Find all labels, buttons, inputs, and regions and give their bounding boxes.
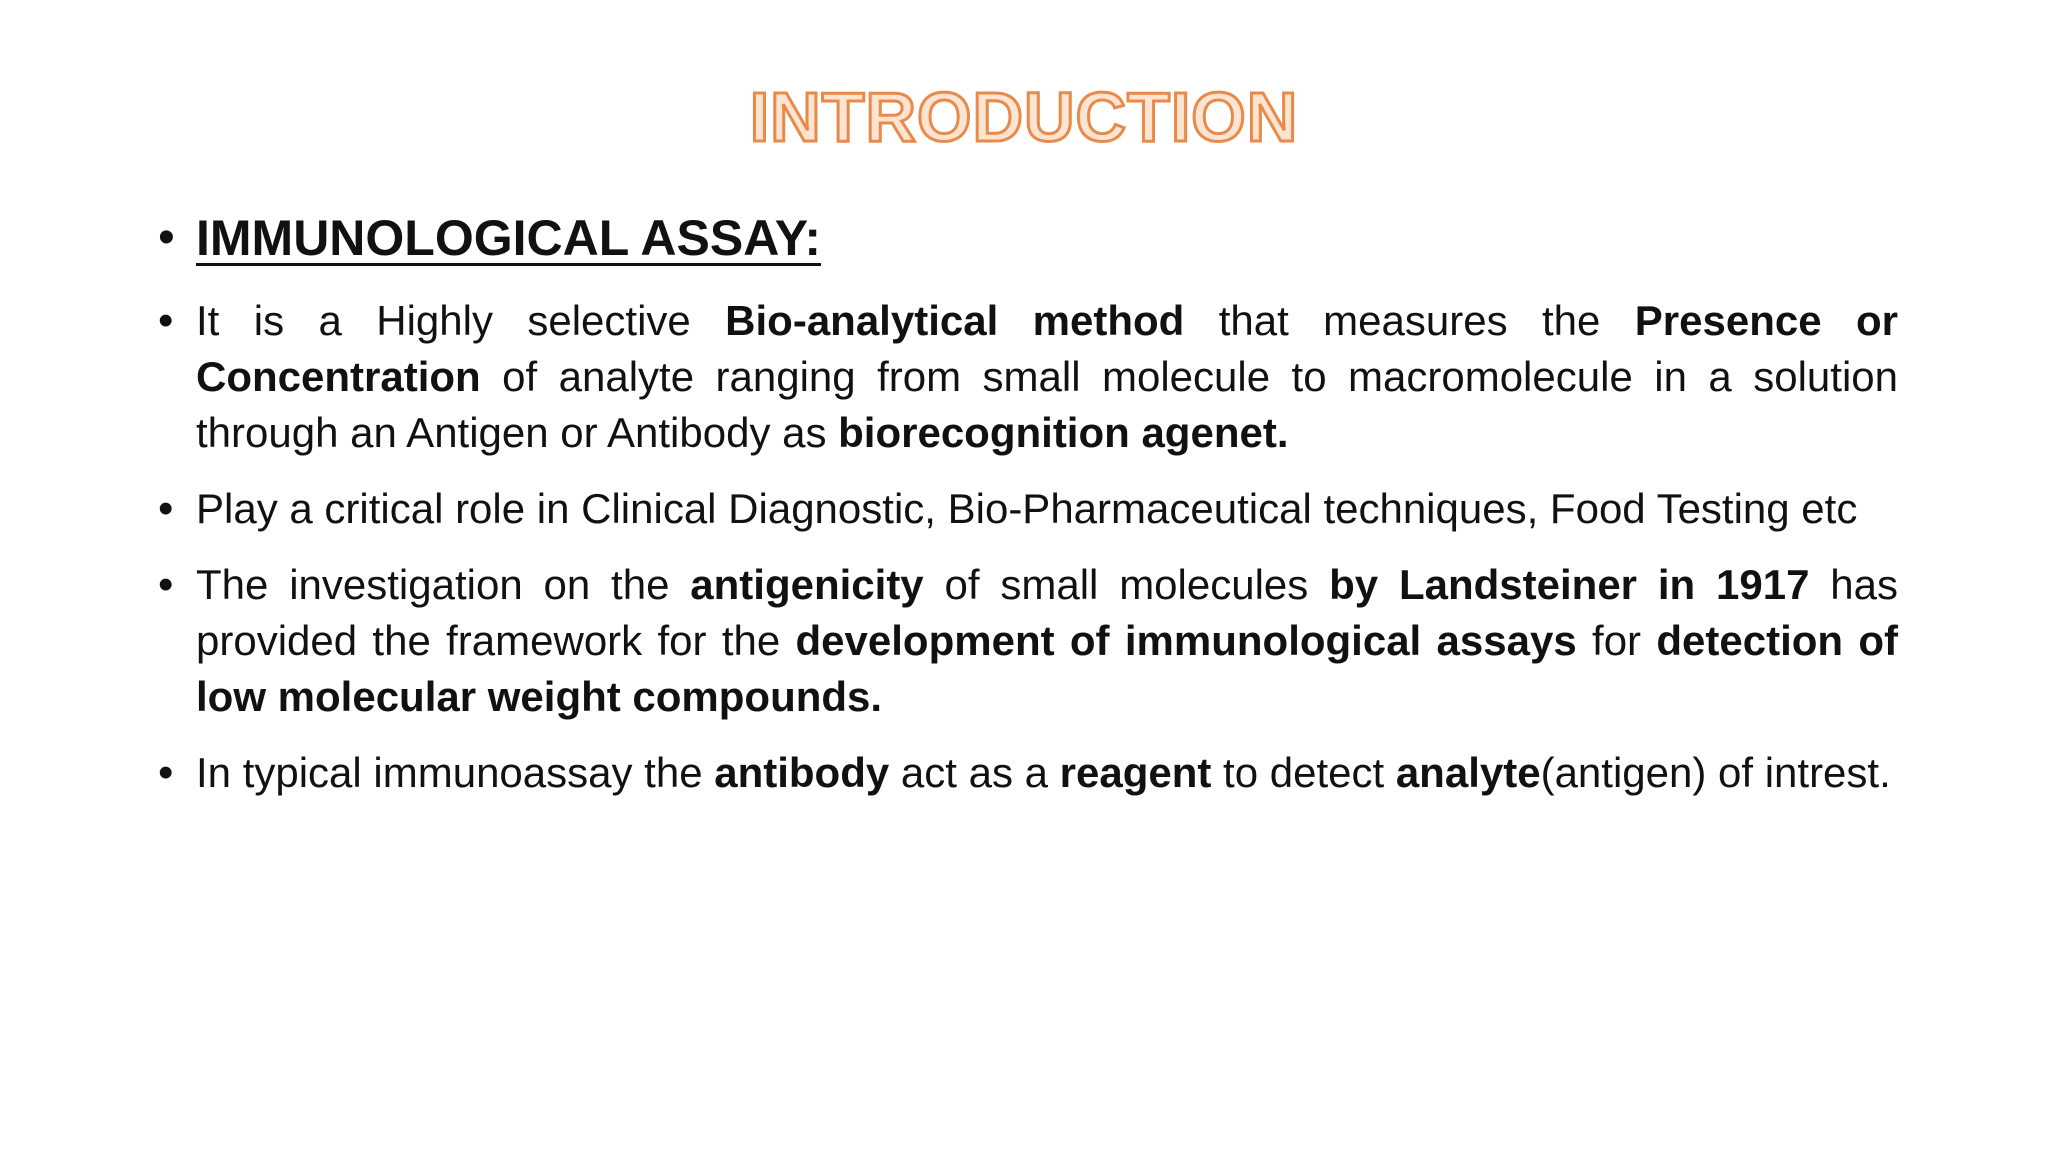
bullet-dot-icon: • — [158, 296, 174, 345]
bold-segment: biorecognition agenet. — [838, 409, 1289, 456]
paragraph-immunoassay — [196, 745, 1898, 801]
bullet-item-2 — [158, 481, 1898, 537]
text-segment: In typical immunoassay the — [196, 749, 715, 796]
bullet-item-4 — [158, 745, 1898, 801]
text-segment: act as a — [889, 749, 1060, 796]
slide-title: INTRODUCTION — [749, 78, 1299, 156]
bold-segment: development of immunological assays — [795, 617, 1577, 664]
paragraph-definition — [196, 293, 1898, 461]
bullet-item-1 — [158, 293, 1898, 461]
bold-segment: analyte — [1395, 749, 1541, 796]
bullet-dot-icon: • — [158, 484, 174, 533]
bold-segment: antibody — [714, 749, 890, 796]
paragraph-history — [196, 557, 1898, 725]
text-segment: The investigation on the — [196, 561, 691, 608]
bullet-heading — [158, 205, 1898, 271]
text-segment: Play a critical role in Clinical Diagnostic, Bio-Pharmaceutical techniques, Food Testing etc — [196, 485, 1858, 532]
bullet-dot-icon: • — [158, 748, 174, 797]
bold-segment: Presence or Concentration — [196, 297, 1898, 400]
text-segment: for — [1576, 617, 1657, 664]
text-segment: that measures the — [1184, 297, 1635, 344]
bold-segment: reagent — [1059, 749, 1212, 796]
text-segment: of small molecules — [923, 561, 1330, 608]
slide-content — [158, 205, 1898, 801]
bold-segment: Bio-analytical method — [725, 297, 1185, 344]
bullet-item-3 — [158, 557, 1898, 725]
text-segment: of analyte ranging from small molecule to macromolecule in a solution through an Antigen or Antibody as — [196, 353, 1898, 456]
paragraph-role — [196, 481, 1898, 537]
section-heading: IMMUNOLOGICAL ASSAY: — [196, 210, 822, 266]
text-segment: (antigen) of intrest. — [1540, 749, 1891, 796]
bold-segment: detection of low molecular weight compounds. — [196, 617, 1899, 720]
text-segment: It is a Highly selective — [196, 297, 726, 344]
bullet-dot-icon: • — [158, 211, 175, 264]
text-segment: has provided the framework for the — [196, 561, 1899, 664]
bold-segment: by Landsteiner in 1917 — [1329, 561, 1810, 608]
text-segment: to detect — [1211, 749, 1396, 796]
bullet-dot-icon: • — [158, 560, 174, 609]
bold-segment: antigenicity — [690, 561, 924, 608]
